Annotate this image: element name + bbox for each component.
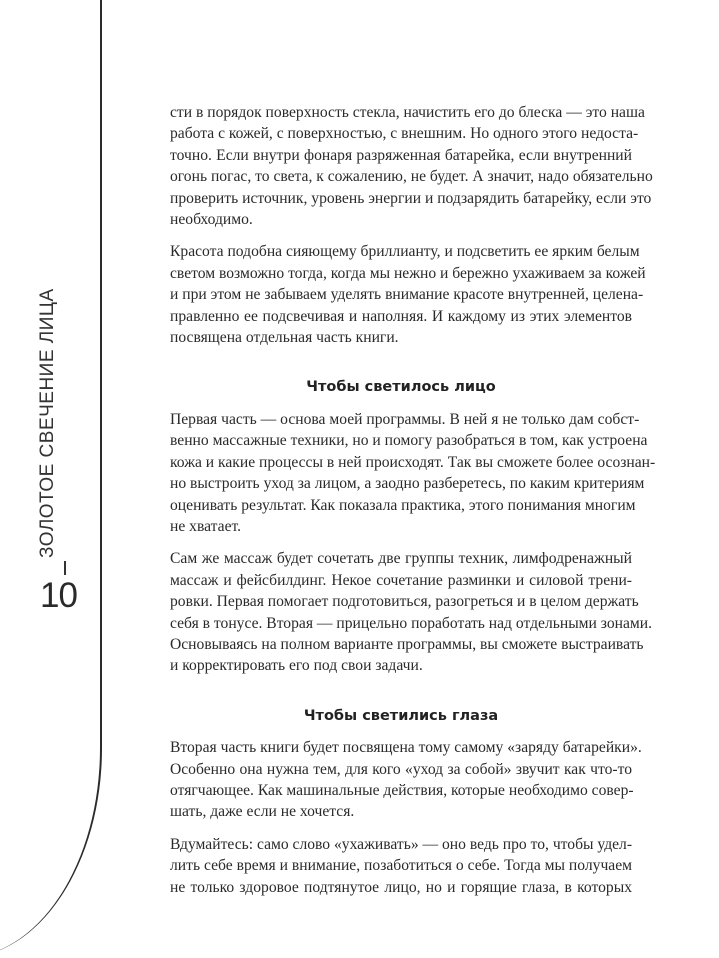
text-line: не только здоровое подтянутое лицо, но и горящие глаза, в которых	[170, 878, 632, 896]
text-line: и корректировать его под свои задачи.	[170, 657, 423, 675]
section-heading-face: Чтобы светилось лицо	[306, 379, 496, 396]
text-line: работа с кожей, с поверхностью, с внешним. Но одного этого недоста-	[170, 125, 639, 143]
text-line: шать, даже если не хочется.	[170, 803, 355, 821]
paragraph-6	[170, 834, 632, 898]
text-line: Красота подобна сияющему бриллианту, и подсветить ее ярким белым	[170, 243, 640, 261]
section-heading-eyes: Чтобы светились глаза	[303, 707, 499, 724]
text-line: кожа и какие процессы в ней происходят. Так вы сможете более осознан-	[170, 453, 656, 471]
text-line: точно. Если внутри фонаря разряженная батарейка, если внутренний	[170, 146, 632, 164]
text-line: правленно ее подсвечивая и наполняя. И каждому из этих элементов	[170, 307, 632, 325]
running-head-divider	[64, 561, 66, 575]
text-line: проверить источник, уровень энергии и подзарядить батарейку, если это	[170, 189, 652, 207]
text-line: но выстроить уход за лицом, а заодно разберетесь, по каким критериям	[170, 475, 645, 493]
text-line: огонь погас, то света, к сожалению, не будет. А значит, надо обязательно	[170, 168, 653, 186]
running-head-title: ЗОЛОТОЕ СВЕЧЕНИЕ ЛИЦА	[37, 288, 58, 558]
body-text	[170, 102, 656, 909]
text-line: Особенно она нужна тем, для кого «уход за собой» звучит как что-то	[170, 760, 632, 778]
text-line: Первая часть — основа моей программы. В ней я не только дам собст-	[170, 410, 640, 428]
text-line: сти в порядок поверхность стекла, начистить его до блеска — это наша	[170, 104, 645, 121]
text-line: Вторая часть книги будет посвящена тому самому «заряду батарейки».	[170, 739, 642, 757]
paragraph-2	[170, 241, 646, 348]
text-line: светом возможно тогда, когда мы нежно и бережно ухаживаем за кожей	[170, 264, 646, 282]
text-line: Сам же массаж будет сочетать две группы техник, лимфодренажный	[170, 550, 632, 568]
text-line: массаж и фейсбилдинг. Некое сочетание разминки и силовой трени-	[170, 571, 632, 589]
paragraph-1	[170, 102, 653, 230]
text-line: Вдумайтесь: само слово «ухаживать» — оно ведь про то, чтобы удел-	[170, 835, 633, 853]
paragraph-4	[170, 548, 653, 676]
page-number: 10	[40, 576, 77, 615]
text-line: отягчающее. Как машинальные действия, которые необходимо совер-	[170, 781, 634, 799]
text-line: себя в тонусе. Вторая — прицельно поработать над отдельными зонами.	[170, 614, 653, 632]
paragraph-3	[170, 409, 656, 537]
text-line: ровки. Первая помогает подготовиться, разогреться и в целом держать	[170, 593, 639, 611]
text-line: венно массажные техники, но и помогу разобраться в том, как устроена	[170, 432, 648, 450]
text-line: необходимо.	[170, 211, 253, 229]
text-line: лить себе время и внимание, позаботиться о себе. Тогда мы получаем	[170, 857, 632, 875]
text-line: посвящена отдельная часть книги.	[170, 329, 399, 347]
text-line: и при этом не забываем уделять внимание красоте внутренней, целена-	[170, 286, 644, 304]
text-line: не хватает.	[170, 517, 242, 535]
paragraph-5	[170, 737, 642, 823]
text-line: оценивать результат. Как показала практика, этого понимания многим	[170, 496, 636, 514]
text-line: Основываясь на полном варианте программы, вы сможете выстраивать	[170, 635, 644, 653]
